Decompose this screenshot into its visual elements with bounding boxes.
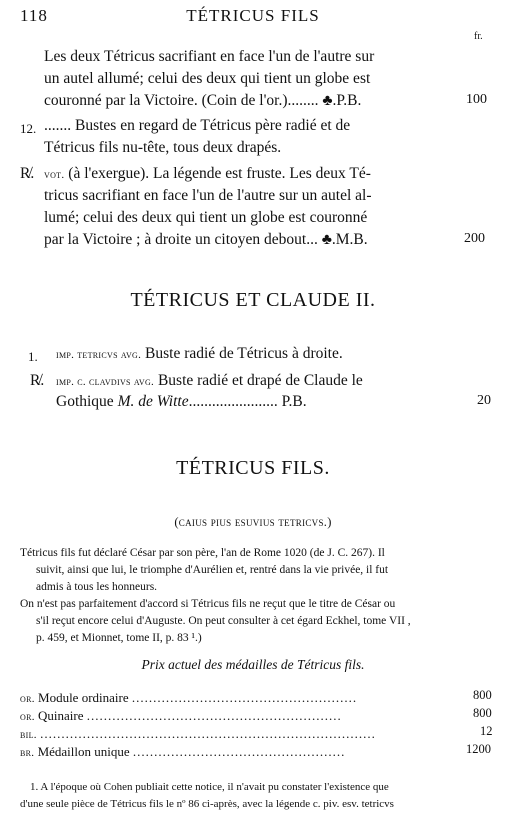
reverse-mark: R̸. <box>20 165 35 182</box>
text-line: (à l'exergue). La légende est fruste. Les deux Té- <box>68 165 371 182</box>
text-line: On n'est pas parfaitement d'accord si Tétricus fils ne reçut que le titre de César ou <box>20 598 396 610</box>
metal: bil. <box>20 729 37 741</box>
text-line: suivit, ainsi que lui, le triomphe d'Aurélien et, rentré dans la vie privée, il fut <box>36 564 389 576</box>
entry-number: 1. <box>28 349 38 364</box>
price-row: or. Quinaire ............................................................ <box>20 708 342 723</box>
price-label: Quinaire <box>38 708 84 723</box>
text-line: Tétricus fils nu-tête, tous deux drapés. <box>44 139 282 156</box>
section-title: TÉTRICUS ET CLAUDE II. <box>130 289 376 311</box>
price-row: or. Module ordinaire ..................................................... <box>20 690 358 705</box>
price-row: bil. ............................................................................... <box>20 726 376 741</box>
text-line: par la Victoire ; à droite un citoyen debout... ♣.M.B. <box>44 231 368 248</box>
column-label: fr. <box>474 31 483 42</box>
legend: imp. c. clavdivs avg. <box>56 376 155 388</box>
reference: M. de Witte <box>117 393 189 410</box>
prices-title: Prix actuel des médailles de Tétricus fils. <box>141 657 365 672</box>
metal: or. <box>20 693 35 705</box>
text-line: couronné par la Victoire. (Coin de l'or.)........ ♣.P.B. <box>44 92 362 109</box>
text-line: ....... Bustes en regard de Tétricus père radié et de <box>44 117 351 134</box>
reverse-mark: R̸. <box>30 372 45 389</box>
price-value: 800 <box>473 688 492 702</box>
text-line: Les deux Tétricus sacrifiant en face l'un de l'autre sur <box>44 48 375 65</box>
section-title: TÉTRICUS FILS. <box>176 457 330 479</box>
running-title: TÉTRICUS FILS <box>186 6 320 25</box>
text-line: p. 459, et Mionnet, tome II, p. 83 ¹.) <box>36 632 202 644</box>
text-line: Buste radié de Tétricus à droite. <box>145 345 343 362</box>
price-label: Médaillon unique <box>37 744 130 759</box>
text-line: d'une seule pièce de Tétricus fils le nº 86 ci-après, avec la légende c. piv. esv. tetricvs <box>20 798 394 810</box>
text-line: ....................... P.B. <box>188 393 307 410</box>
legend: vot. <box>44 169 65 181</box>
text-line: Tétricus fils fut déclaré César par son père, l'an de Rome 1020 (de J. C. 267). Il <box>20 547 385 559</box>
price-label: Module ordinaire <box>38 690 129 705</box>
text-line: Gothique <box>56 393 114 410</box>
metal: or. <box>20 711 35 723</box>
text-line: 1. A l'époque où Cohen publiait cette notice, il n'avait pu constater l'existence que <box>30 781 389 793</box>
entry-number: 12. <box>20 121 37 136</box>
legend: imp. tetricvs avg. <box>56 349 142 361</box>
price: 100 <box>466 92 487 107</box>
text-line: un autel allumé; celui des deux qui tient un globe est <box>44 70 371 87</box>
text-line: s'il reçut encore celui d'Auguste. On peut consulter à cet égard Eckhel, tome VII , <box>36 615 411 627</box>
price: 20 <box>477 393 491 408</box>
text-line: admis à tous les honneurs. <box>36 581 158 593</box>
section-subtitle: (caius pius esuvius tetricvs.) <box>174 515 332 529</box>
price-row: br. Médaillon unique .................................................. <box>20 744 346 759</box>
text-line: Buste radié et drapé de Claude le <box>157 372 363 389</box>
metal: br. <box>20 747 35 759</box>
price-value: 1200 <box>466 742 491 756</box>
text-line: tricus sacrifiant en face l'un de l'autre sur un autel al- <box>44 187 372 204</box>
page-number: 118 <box>20 6 48 25</box>
text-line: lumé; celui des deux qui tient un globe est couronné <box>44 209 368 226</box>
price-value: 800 <box>473 706 492 720</box>
price: 200 <box>464 231 485 246</box>
price-value: 12 <box>480 724 493 738</box>
